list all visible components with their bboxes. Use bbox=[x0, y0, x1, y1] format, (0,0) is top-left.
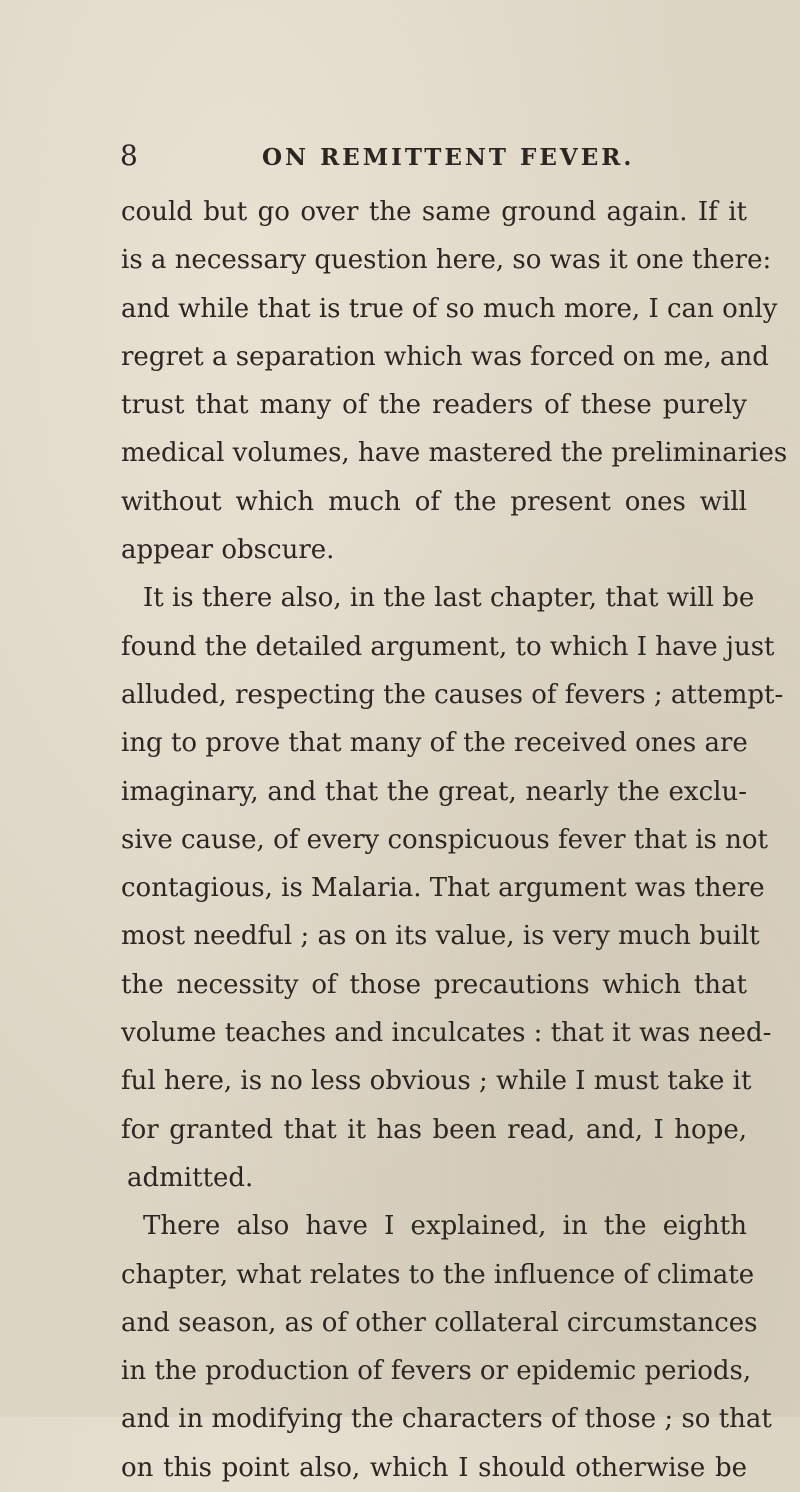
text-line: admitted. bbox=[127, 1162, 254, 1193]
text-line: and while that is true of so much more, I can only bbox=[121, 293, 778, 324]
text-line: imaginary, and that the great, nearly the exclu- bbox=[121, 776, 747, 807]
text-line: is a necessary question here, so was it one there: bbox=[121, 245, 772, 276]
text-line: on this point also, which I should otherwise be bbox=[121, 1452, 747, 1483]
text-line: sive cause, of every conspicuous fever that is not bbox=[121, 824, 768, 855]
body-text bbox=[121, 188, 788, 1492]
text-line: appear obscure. bbox=[121, 535, 335, 566]
text-line: contagious, is Malaria. That argument was there bbox=[121, 873, 765, 904]
text-line: trust that many of the readers of these purely bbox=[121, 390, 747, 421]
text-line: regret a separation which was forced on me, and bbox=[121, 341, 769, 372]
text-line: ful here, is no less obvious ; while I must take it bbox=[121, 1066, 752, 1097]
text-line: It is there also, in the last chapter, that will be bbox=[143, 583, 755, 614]
text-line: and in modifying the characters of those ; so that bbox=[121, 1404, 772, 1435]
text-line: without which much of the present ones will bbox=[121, 486, 747, 517]
text-line: could but go over the same ground again. If it bbox=[121, 197, 747, 227]
running-head bbox=[0, 136, 800, 176]
text-line: alluded, respecting the causes of fevers ; attempt- bbox=[121, 679, 784, 710]
text-line: volume teaches and inculcates : that it was need- bbox=[121, 1018, 772, 1049]
text-line: and season, as of other collateral circumstances bbox=[121, 1307, 758, 1338]
running-title: ON REMITTENT FEVER. bbox=[262, 144, 635, 171]
text-line: ing to prove that many of the received ones are bbox=[121, 728, 748, 759]
text-line: There also have I explained, in the eighth bbox=[143, 1211, 747, 1242]
text-line: chapter, what relates to the influence of climate bbox=[121, 1259, 755, 1290]
page-number: 8 bbox=[120, 139, 138, 172]
text-line: found the detailed argument, to which I have just bbox=[121, 631, 775, 662]
text-line: most needful ; as on its value, is very much built bbox=[121, 921, 760, 952]
text-line: medical volumes, have mastered the preliminaries bbox=[121, 438, 788, 469]
text-line: in the production of fevers or epidemic periods, bbox=[121, 1356, 752, 1387]
text-line: for granted that it has been read, and, I hope, bbox=[121, 1114, 747, 1145]
text-line: the necessity of those precautions which that bbox=[121, 969, 747, 1000]
